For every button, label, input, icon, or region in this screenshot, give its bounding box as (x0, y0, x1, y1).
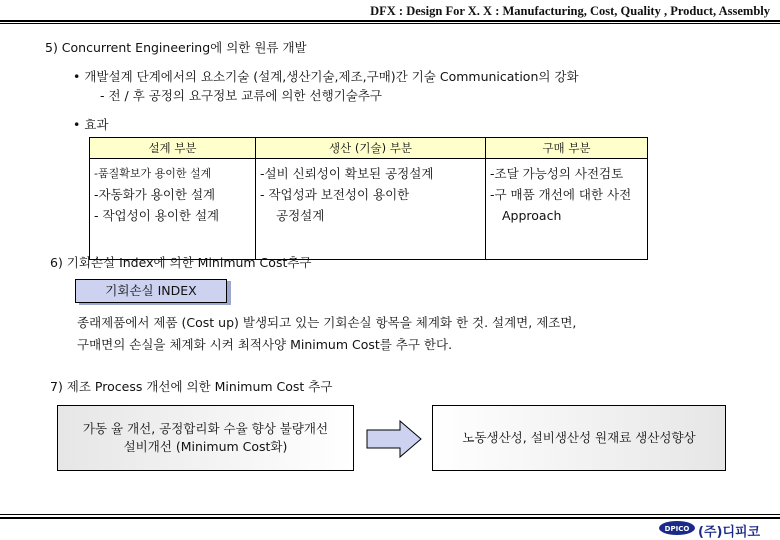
production-item: - 작업성과 보전성이 용이한 (260, 187, 410, 202)
effects-table-header-row (90, 138, 648, 159)
improvement-line1: 가동 율 개선, 공정합리화 수율 향상 불량개선 (82, 421, 329, 436)
section5-bullet-sub: - 전 / 후 공정의 요구정보 교류에 의한 선행기술추구 (100, 88, 383, 103)
header-design: 설계 부분 (90, 138, 256, 159)
section6-line1: 종래제품에서 제품 (Cost up) 발생되고 있는 기회손실 항목을 체계화 한 것. 설계면, 제조면, (77, 315, 577, 330)
effects-table (89, 137, 648, 260)
effects-table-body-row (90, 159, 648, 260)
company-logo-icon (658, 520, 696, 536)
section7-title: 7) 제조 Process 개선에 의한 Minimum Cost 추구 (50, 379, 333, 394)
index-box: 기회손실 INDEX (75, 279, 227, 303)
header-rule-thick (0, 20, 780, 22)
header-title: DFX : Design For X. X : Manufacturing, Cost, Quality , Product, Assembly (370, 4, 770, 18)
productivity-box: 노동생산성, 설비생산성 원재료 생산성향상 (432, 405, 726, 471)
footer-rule-thick (0, 517, 780, 519)
section5-bullet-effect: • 효과 (73, 117, 109, 132)
section5-title: 5) Concurrent Engineering에 의한 원류 개발 (45, 40, 307, 55)
design-item: - 작업성이 용이한 설계 (94, 208, 220, 223)
footer-rule-thin (0, 514, 780, 515)
purchasing-item: -구 매품 개선에 대한 사전 (490, 187, 632, 202)
header-production: 생산 (기술) 부분 (256, 138, 486, 159)
section6-title: 6) 기회손실 Index에 의한 Minimum Cost추구 (50, 255, 312, 270)
purchasing-item: -조달 가능성의 사전검토 (490, 166, 624, 181)
improvement-box (57, 405, 354, 471)
company-name: (주)디피코 (698, 525, 761, 540)
header-rule-thin (0, 23, 780, 24)
design-cell (90, 159, 256, 260)
design-item: -자동화가 용이한 설계 (94, 187, 216, 202)
logo-text: DPICO (664, 525, 690, 533)
section6-line2: 구매면의 손실을 체계화 시켜 최적사양 Minimum Cost를 추구 한다. (77, 337, 453, 352)
improvement-line2: 설비개선 (Minimum Cost화) (123, 439, 288, 454)
production-item: 공정설계 (276, 208, 325, 223)
production-item: -설비 신뢰성이 확보된 공정설계 (260, 166, 434, 181)
header-purchasing: 구매 부분 (486, 138, 648, 159)
purchasing-item: Approach (502, 208, 562, 223)
design-item: -품질확보가 용이한 설계 (94, 167, 212, 180)
section5-bullet-communication: • 개발설계 단계에서의 요소기술 (설계,생산기술,제조,구매)간 기술 Communication의 강화 (73, 69, 579, 84)
production-cell (256, 159, 486, 260)
purchasing-cell (486, 159, 648, 260)
right-arrow-icon (366, 420, 422, 458)
